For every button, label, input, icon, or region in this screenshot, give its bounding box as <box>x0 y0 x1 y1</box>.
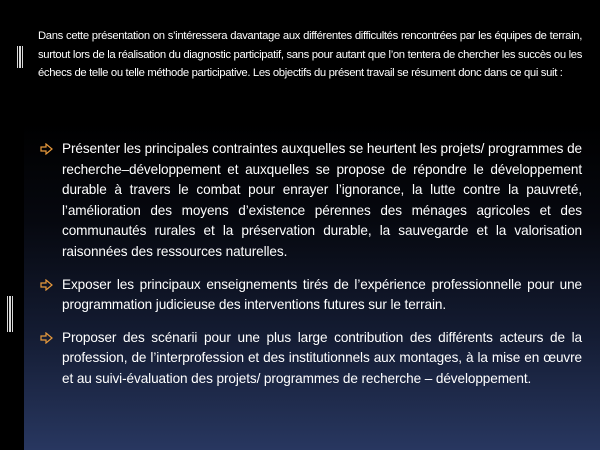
bullet-text: Proposer des scénarii pour une plus large contribution des différents acteurs de la profession, de l’interprofession et des institutionnels aux montages, à la mise en œuvre et au suivi-évaluation des projets/ programmes de recherche – développement. <box>62 329 582 386</box>
bullet-item <box>40 328 582 390</box>
bullet-text: Présenter les principales contraintes auxquelles se heurtent les projets/ programmes de recherche–développement et auxquelles se propose de répondre le développement durable à travers le combat pour enrayer l’ignorance, la lutte contre la pauvreté, l’amélioration des moyens d’existence pérennes des ménages agricoles et des communautés rurales et la préservation durable, la sauvegarde et la valorisation raisonnées des ressources naturelles. <box>62 141 582 259</box>
arrow-right-outline-icon <box>40 143 53 155</box>
intro-paragraph: Dans cette présentation on s’intéressera davantage aux différentes difficultés rencontrées par les équipes de terrain, surtout lors de la réalisation du diagnostic participatif, sans pour autant que l’on tentera de chercher les succès ou les échecs de telle ou telle méthode participative. Les objectifs du présent travail se résument donc dans ce qui suit : <box>38 30 582 80</box>
arrow-right-outline-icon <box>40 279 53 291</box>
bullet-text: Exposer les principaux enseignements tirés de l’expérience professionnelle pour une programmation judicieuse des interventions futures sur le terrain. <box>62 276 582 313</box>
bullet-item <box>40 139 582 263</box>
bullet-list <box>40 139 582 390</box>
arrow-right-outline-icon <box>40 332 53 344</box>
decorative-stripes <box>0 0 24 450</box>
bullet-item <box>40 275 582 316</box>
